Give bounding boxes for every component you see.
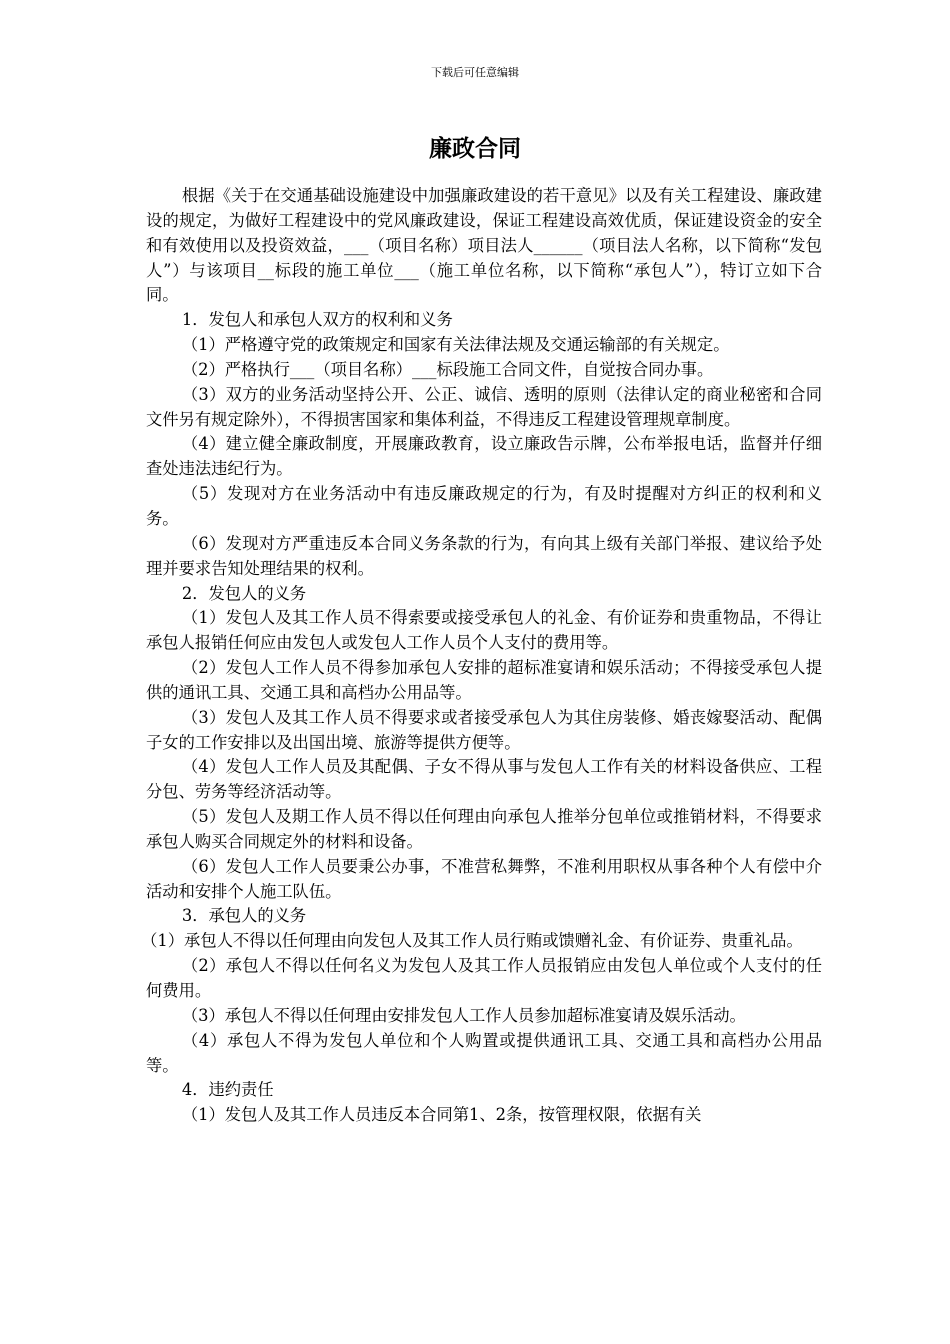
body-paragraph: （2）严格执行___（项目名称）___标段施工合同文件，自觉按合同办事。: [181, 359, 714, 379]
body-paragraph: （4）建立健全廉政制度，开展廉政教育，设立廉政告示牌，公布举报电话，监督并仔细查处违法违纪行为。: [146, 434, 822, 479]
body-paragraph: （3）发包人及其工作人员不得要求或者接受承包人为其住房装修、婚丧嫁娶活动、配偶子女的工作安排以及出国出境、旅游等提供方便等。: [146, 707, 822, 752]
document-body: [141, 184, 822, 1128]
body-paragraph: （4）承包人不得为发包人单位和个人购置或提供通讯工具、交通工具和高档办公用品等。: [146, 1030, 822, 1075]
body-paragraph: 3．承包人的义务: [181, 906, 307, 926]
body-paragraph: （5）发现对方在业务活动中有违反廉政规定的行为，有及时提醒对方纠正的权利和义务。: [146, 484, 822, 528]
header-note: 下载后可任意编辑: [431, 66, 519, 79]
body-paragraph: （4）发包人工作人员及其配偶、子女不得从事与发包人工作有关的材料设备供应、工程分包、劳务等经济活动等。: [146, 757, 822, 802]
body-paragraph: （6）发包人工作人员要秉公办事，不准营私舞弊，不准利用职权从事各种个人有偿中介活动和安排个人施工队伍。: [146, 856, 822, 901]
body-paragraph: 2．发包人的义务: [181, 583, 307, 603]
body-paragraph: （1）承包人不得以任何理由向发包人及其工作人员行贿或馈赠礼金、有价证券、贵重礼品。: [141, 931, 803, 951]
body-paragraph: （3）承包人不得以任何理由安排发包人工作人员参加超标准宴请及娱乐活动。: [181, 1005, 746, 1025]
body-paragraph: （1）严格遵守党的政策规定和国家有关法律法规及交通运输部的有关规定。: [181, 335, 730, 355]
body-paragraph: 4．违约责任: [181, 1080, 274, 1100]
document-title: 廉政合同: [429, 136, 521, 162]
body-paragraph: （1）发包人及其工作人员违反本合同第1、2条，按管理权限，依据有关: [181, 1105, 702, 1125]
body-paragraph: （5）发包人及期工作人员不得以任何理由向承包人推举分包单位或推销材料，不得要求承包人购买合同规定外的材料和设备。: [146, 807, 822, 851]
body-paragraph: 1．发包人和承包人双方的权利和义务: [181, 310, 453, 330]
body-paragraph: （2）承包人不得以任何名义为发包人及其工作人员报销应由发包人单位或个人支付的任何费用。: [146, 956, 822, 1000]
body-paragraph: （2）发包人工作人员不得参加承包人安排的超标准宴请和娱乐活动；不得接受承包人提供的通讯工具、交通工具和高档办公用品等。: [146, 658, 822, 702]
body-paragraph: （1）发包人及其工作人员不得索要或接受承包人的礼金、有价证券和贵重物品，不得让承包人报销任何应由发包人或发包人工作人员个人支付的费用等。: [146, 608, 822, 653]
body-paragraph: 根据《关于在交通基础设施建设中加强廉政建设的若干意见》以及有关工程建设、廉政建设的规定，为做好工程建设中的党风廉政建设，保证工程建设高效优质，保证建设资金的安全和有效使用以及投资效益，___（项目名称）项目法人______（项目法人名称，以下简称“发包人”）与该项目__标段的施工单位___（施工单位名称，以下简称“承包人”），特订立如下合同。: [146, 186, 822, 305]
body-paragraph: （6）发现对方严重违反本合同义务条款的行为，有向其上级有关部门举报、建议给予处理并要求告知处理结果的权利。: [146, 533, 822, 578]
body-paragraph: （3）双方的业务活动坚持公开、公正、诚信、透明的原则（法律认定的商业秘密和合同文件另有规定除外），不得损害国家和集体利益，不得违反工程建设管理规章制度。: [146, 384, 822, 429]
